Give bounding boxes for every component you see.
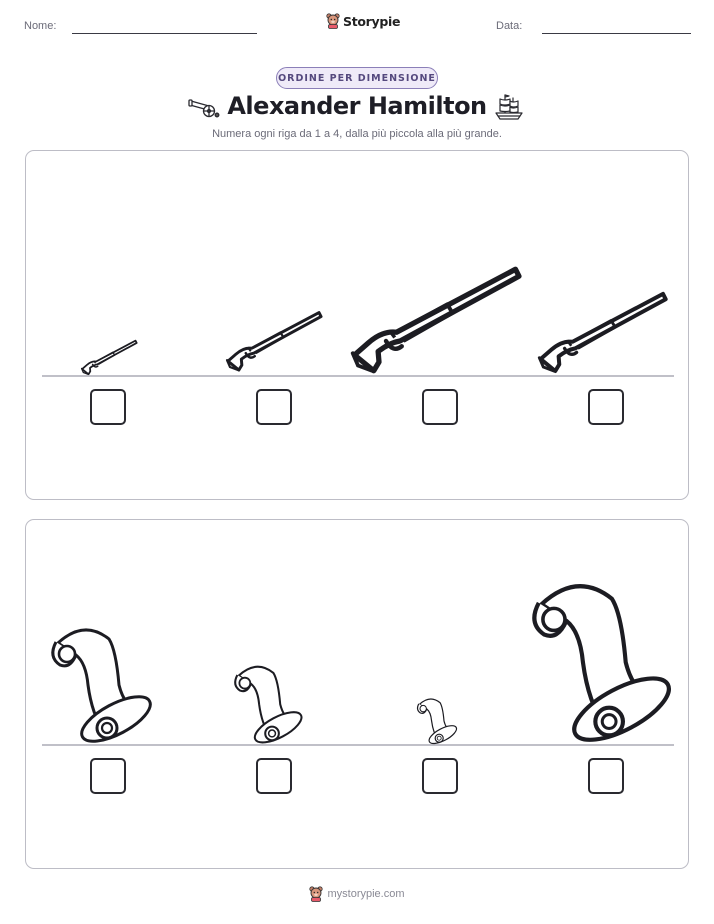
answer-box-1-4[interactable] [588, 389, 624, 425]
rifle-item-3 [353, 269, 519, 371]
name-label: Nome: [24, 20, 57, 32]
date-label: Data: [496, 20, 523, 32]
brand-name: Storypie [343, 13, 401, 29]
scroll-item-4 [534, 586, 677, 752]
footer-url[interactable]: mystorypie.com [327, 888, 405, 900]
page-title: Alexander Hamilton [227, 92, 487, 120]
bear-mascot-icon [326, 13, 340, 29]
scroll-item-1 [53, 630, 157, 750]
answer-box-1-2[interactable] [256, 389, 292, 425]
answer-box-2-4[interactable] [588, 758, 624, 794]
scroll-item-3 [418, 699, 460, 747]
answer-box-2-2[interactable] [256, 758, 292, 794]
answer-box-2-1[interactable] [90, 758, 126, 794]
category-badge: ORDINE PER DIMENSIONE [276, 67, 438, 89]
instructions: Numera ogni riga da 1 a 4, dalla più piccola alla più grande. [212, 128, 502, 140]
rifle-item-4 [539, 294, 665, 371]
date-field[interactable] [542, 33, 691, 34]
rifles-illustration [26, 151, 690, 501]
scroll-item-2 [235, 667, 306, 749]
bear-mascot-icon [309, 886, 323, 902]
rifle-item-1 [82, 341, 137, 375]
rifle-item-2 [227, 313, 321, 370]
brand-logo [326, 13, 400, 29]
footer [0, 886, 714, 902]
scrolls-illustration [26, 520, 690, 870]
ship-icon [494, 92, 524, 122]
answer-box-1-3[interactable] [422, 389, 458, 425]
name-field[interactable] [72, 33, 257, 34]
answer-box-2-3[interactable] [422, 758, 458, 794]
answer-box-1-1[interactable] [90, 389, 126, 425]
scrolls-row-panel [25, 519, 689, 869]
rifles-row-panel [25, 150, 689, 500]
